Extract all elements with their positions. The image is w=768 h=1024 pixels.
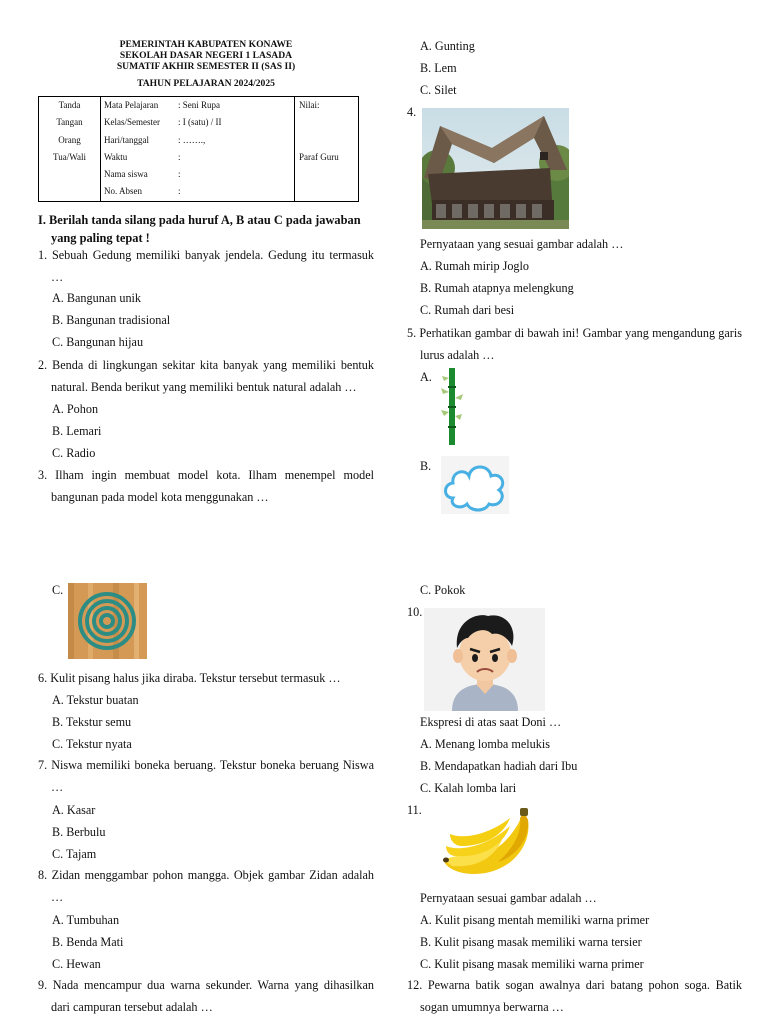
question-2: 2. Benda di lingkungan sekitar kita banyak yang memiliki bentuk natural. Benda berikut yang memiliki bentuk natural adalah … bbox=[38, 358, 374, 394]
info-label: Nama siswa bbox=[104, 169, 148, 180]
q1-option-a[interactable]: A. Bangunan unik bbox=[52, 291, 142, 305]
q3-option-b[interactable]: B. Lem bbox=[420, 61, 457, 75]
signature-label-3: Orang bbox=[58, 134, 81, 145]
info-label: Waktu bbox=[104, 151, 128, 162]
question-12: 12. Pewarna batik sogan awalnya dari batang pohon soga. Batik sogan umumnya berwarna … bbox=[407, 978, 742, 1014]
q11-option-b[interactable]: B. Kulit pisang masak memiliki warna tersier bbox=[420, 935, 642, 949]
q10-statement: Ekspresi di atas saat Doni … bbox=[420, 715, 562, 729]
score-label: Nilai: bbox=[299, 100, 320, 110]
spiral-mosquito-coil-icon bbox=[68, 583, 147, 659]
question-6: 6. Kulit pisang halus jika diraba. Tekstur tersebut termasuk … bbox=[38, 671, 341, 685]
identity-table bbox=[38, 96, 359, 202]
info-row bbox=[101, 166, 294, 183]
question-7: 7. Niswa memiliki boneka beruang. Tekstur boneka beruang Niswa … bbox=[38, 758, 374, 794]
info-row bbox=[101, 149, 294, 166]
q4-option-b[interactable]: B. Rumah atapnya melengkung bbox=[420, 281, 574, 295]
signature-label-2: Tangan bbox=[56, 117, 83, 128]
info-label: Hari/tanggal bbox=[104, 134, 149, 145]
signature-label-4: Tua/Wali bbox=[53, 151, 86, 162]
q3-option-c[interactable]: C. Silet bbox=[420, 83, 457, 97]
info-row bbox=[101, 114, 294, 131]
info-row bbox=[101, 132, 294, 149]
header-line-2: SEKOLAH DASAR NEGERI 1 LASADA bbox=[119, 50, 293, 61]
info-row bbox=[101, 183, 294, 200]
student-info-cell bbox=[101, 97, 295, 202]
question-3: 3. Ilham ingin membuat model kota. Ilham menempel model bangunan pada model kota menggunakan … bbox=[38, 468, 374, 504]
info-label: No. Absen bbox=[104, 186, 142, 197]
q4-number: 4. bbox=[407, 105, 417, 119]
sad-boy-icon bbox=[424, 608, 545, 711]
q11-option-c[interactable]: C. Kulit pisang masak memiliki warna primer bbox=[420, 957, 644, 971]
q6-option-c[interactable]: C. Tekstur nyata bbox=[52, 737, 132, 751]
teacher-signature-label: Paraf Guru bbox=[299, 151, 339, 162]
info-value: : bbox=[178, 151, 181, 162]
banana-icon bbox=[440, 806, 536, 878]
bamboo-icon bbox=[440, 368, 464, 445]
q5-option-c[interactable]: C. bbox=[52, 583, 64, 597]
question-9: 9. Nada mencampur dua warna sekunder. Warna yang dihasilkan dari campuran tersebut adalah … bbox=[38, 978, 374, 1014]
q4-option-c[interactable]: C. Rumah dari besi bbox=[420, 303, 515, 317]
q7-option-b[interactable]: B. Berbulu bbox=[52, 825, 106, 839]
info-label: Kelas/Semester bbox=[104, 117, 160, 128]
info-row bbox=[101, 97, 294, 114]
instruction-line-1: I. Berilah tanda silang pada huruf A, B atau C pada jawaban bbox=[38, 213, 361, 227]
question-5: 5. Perhatikan gambar di bawah ini! Gambar yang mengandung garis lurus adalah … bbox=[407, 326, 742, 362]
info-value: : Seni Rupa bbox=[178, 100, 220, 110]
question-1: 1. Sebuah Gedung memiliki banyak jendela. Gedung itu termasuk … bbox=[38, 248, 374, 284]
q2-option-a[interactable]: A. Pohon bbox=[52, 402, 99, 416]
q4-statement: Pernyataan yang sesuai gambar adalah … bbox=[420, 237, 624, 251]
q1-option-c[interactable]: C. Bangunan hijau bbox=[52, 335, 144, 349]
q10-option-b[interactable]: B. Mendapatkan hadiah dari Ibu bbox=[420, 759, 578, 773]
q8-option-a[interactable]: A. Tumbuhan bbox=[52, 913, 120, 927]
q4-option-a[interactable]: A. Rumah mirip Joglo bbox=[420, 259, 530, 273]
score-cell bbox=[295, 97, 359, 202]
q6-option-b[interactable]: B. Tekstur semu bbox=[52, 715, 132, 729]
parent-signature-cell bbox=[39, 97, 101, 202]
q2-option-b[interactable]: B. Lemari bbox=[52, 424, 102, 438]
q8-option-b[interactable]: B. Benda Mati bbox=[52, 935, 124, 949]
q10-option-a[interactable]: A. Menang lomba melukis bbox=[420, 737, 550, 751]
school-header bbox=[38, 39, 374, 89]
header-line-3: SUMATIF AKHIR SEMESTER II (SAS II) bbox=[116, 61, 296, 72]
q5-option-a[interactable]: A. bbox=[420, 370, 432, 384]
signature-label-1: Tanda bbox=[58, 100, 81, 110]
q1-option-b[interactable]: B. Bangunan tradisional bbox=[52, 313, 171, 327]
info-value: : I (satu) / II bbox=[178, 117, 222, 128]
info-value: : bbox=[178, 186, 181, 197]
q11-option-a[interactable]: A. Kulit pisang mentah memiliki warna primer bbox=[420, 913, 650, 927]
question-8: 8. Zidan menggambar pohon mangga. Objek gambar Zidan adalah … bbox=[38, 868, 374, 904]
q2-option-c[interactable]: C. Radio bbox=[52, 446, 96, 460]
q6-option-a[interactable]: A. Tekstur buatan bbox=[52, 693, 139, 707]
q7-option-a[interactable]: A. Kasar bbox=[52, 803, 96, 817]
info-value: : ……., bbox=[178, 134, 206, 145]
header-line-4: TAHUN PELAJARAN 2024/2025 bbox=[137, 78, 275, 89]
q9-option-c[interactable]: C. Pokok bbox=[420, 583, 466, 597]
cloud-icon bbox=[441, 456, 509, 514]
info-label: Mata Pelajaran bbox=[104, 100, 159, 110]
q5-option-b[interactable]: B. bbox=[420, 459, 432, 473]
q7-option-c[interactable]: C. Tajam bbox=[52, 847, 97, 861]
info-value: : bbox=[178, 169, 181, 180]
q11-statement: Pernyataan sesuai gambar adalah … bbox=[420, 891, 597, 905]
q10-number: 10. bbox=[407, 605, 423, 619]
q8-option-c[interactable]: C. Hewan bbox=[52, 957, 101, 971]
q3-option-a[interactable]: A. Gunting bbox=[420, 39, 475, 53]
instruction-line-2: yang paling tepat ! bbox=[51, 231, 150, 245]
instruction bbox=[38, 211, 374, 247]
q11-number: 11. bbox=[407, 803, 422, 817]
traditional-house-photo-icon bbox=[422, 108, 569, 229]
q10-option-c[interactable]: C. Kalah lomba lari bbox=[420, 781, 517, 795]
header-line-1: PEMERINTAH KABUPATEN KONAWE bbox=[119, 39, 293, 50]
